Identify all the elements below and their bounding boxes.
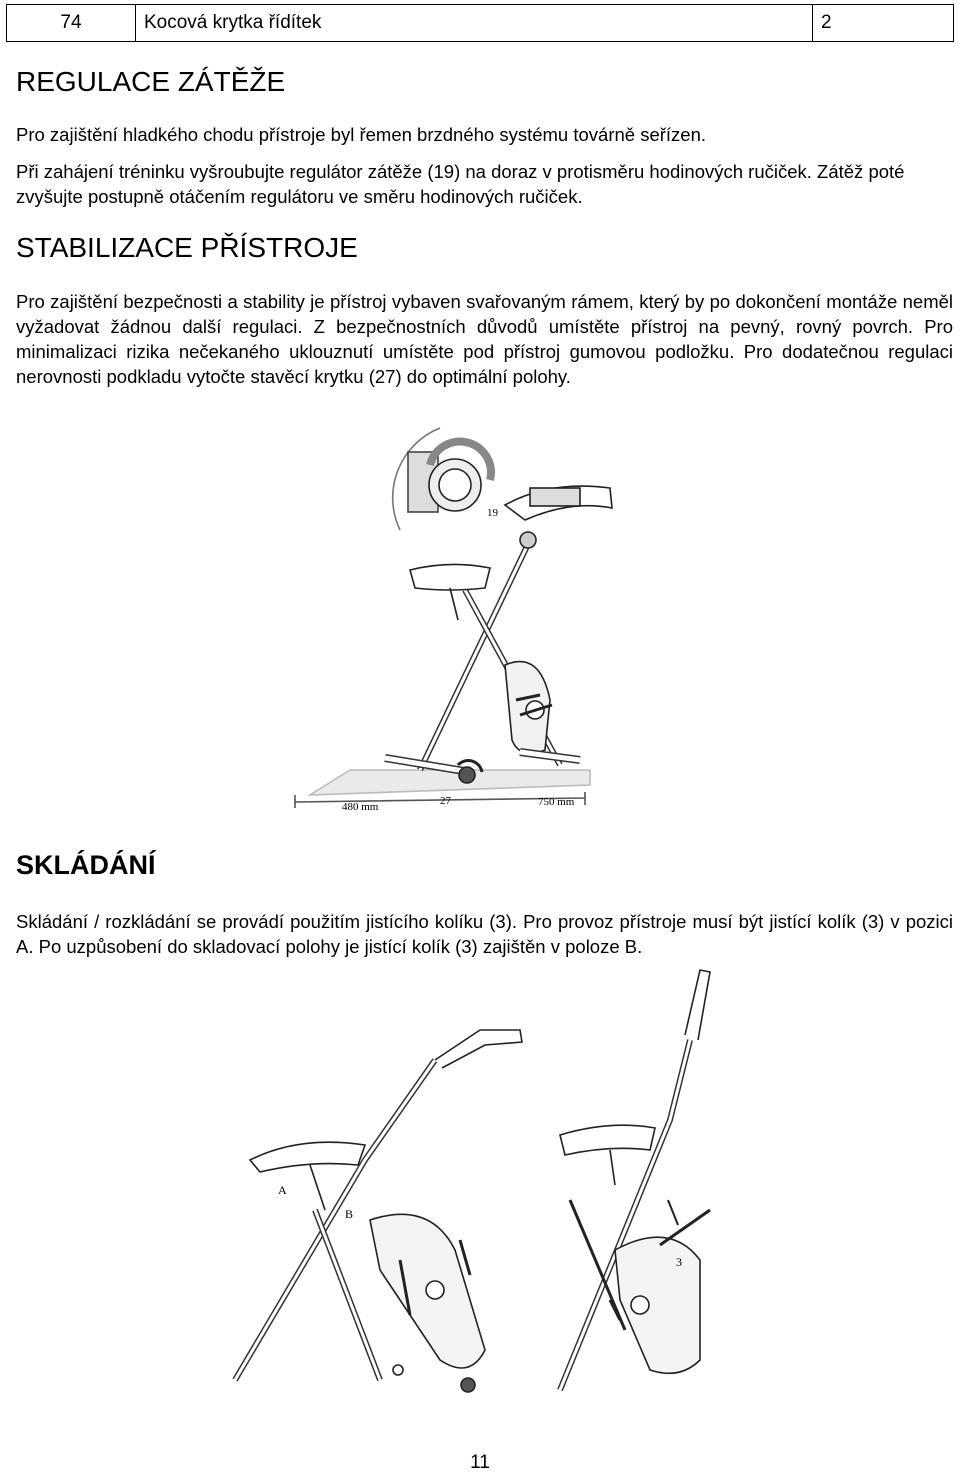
page-number: 11: [470, 1452, 490, 1473]
paragraph-regulace-1: Pro zajištění hladkého chodu přístroje byl řemen brzdného systému továrně seřízen.: [16, 124, 707, 145]
label-a: A: [278, 1183, 287, 1197]
heading-skladani: SKLÁDÁNÍ: [16, 850, 156, 880]
heading-stabilizace: STABILIZACE PŘÍSTROJE: [16, 232, 358, 263]
label-19: 19: [487, 507, 498, 519]
figure-bike-stabilization: [290, 420, 620, 820]
dimension-750: 750 mm: [538, 796, 575, 808]
heading-regulace: REGULACE ZÁTĚŽE: [16, 66, 286, 97]
paragraph-regulace-2: Při zahájení tréninku vyšroubujte regulátor zátěže (19) na doraz v protisměru hodinových ručiček. Zátěž poté zvyšujte postupně otáčením regulátoru ve směru hodinových ručiček.: [16, 161, 905, 207]
header-title-cell: Kocová krytka řídítek: [136, 5, 813, 42]
paragraph-skladani: Skládání / rozkládání se provádí použitím jistícího kolíku (3). Pro provoz přístroje musí být jistící kolík (3) v pozici A. Po uzpůsobení do skladovací polohy je jistící kolík (3) zajištěn v poloze B.: [16, 911, 953, 957]
paragraph-stabilizace: Pro zajištění bezpečnosti a stability je přístroj vybaven svařovaným rámem, který by po dokončení montáže neměl vyžadovat žádnou další regulaci. Z bezpečnostních důvodů umístěte přístroj na pevný, rovný povrch. Pro minimalizaci rizika nečekaného uklouznutí umístěte pod přístroj gumovou podložku. Pro dodatečnou regulaci nerovnosti podkladu vytočte stavěcí krytku (27) do optimální polohy.: [16, 291, 953, 387]
header-count-cell: 2: [813, 5, 954, 42]
dimension-480: 480 mm: [342, 801, 379, 813]
header-table: [6, 4, 954, 42]
label-b: B: [345, 1207, 354, 1221]
label-27: 27: [440, 795, 451, 807]
label-3: 3: [676, 1255, 682, 1269]
figure-bike-folding: [230, 960, 740, 1400]
header-page-cell: 74: [7, 5, 136, 42]
